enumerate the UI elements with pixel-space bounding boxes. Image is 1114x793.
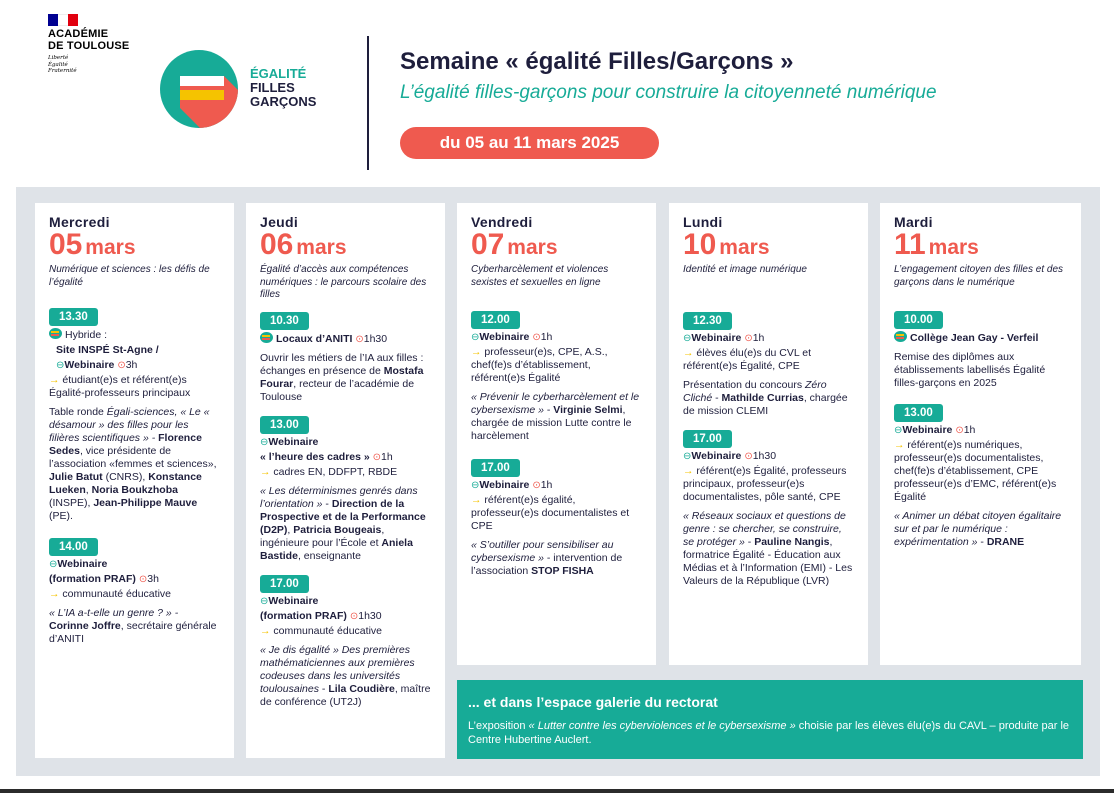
time-badge: 17.00 (683, 430, 732, 448)
event-duration: 1h (540, 331, 553, 343)
arrow-icon: → (260, 465, 271, 478)
day-number: 11 (894, 228, 926, 261)
webinar-icon: ⊖ (471, 480, 480, 491)
day-name: Jeudi (260, 214, 299, 230)
arrow-icon: → (894, 439, 905, 451)
event-description: Remise des diplômes aux établissements labellisés Égalité filles-garçons en 2025 (894, 351, 1046, 389)
event-duration: 1h (540, 479, 553, 491)
event-audience: communauté éducative (273, 624, 382, 637)
event-location: Collège Jean Gay - Verfeil (910, 332, 1039, 344)
arrow-icon: → (260, 624, 271, 637)
day-number: 05 (49, 228, 83, 261)
webinar-icon: ⊖ (49, 559, 58, 570)
time-badge: 12.30 (683, 312, 732, 330)
event-audience: communauté éducative (62, 588, 171, 600)
day-number: 07 (471, 228, 505, 261)
event-title: « l’heure des cadres » (260, 450, 370, 463)
day-month: mars (719, 236, 770, 259)
event-webinar-label: Webinaire (64, 359, 115, 371)
event-description: « Prévenir le cyberharcèlement et le cybersexisme » - Virginie Selmi, chargée de mission Lutte contre le harcèlement (471, 391, 640, 442)
event-webinar-label: Webinaire (479, 479, 530, 491)
webinar-icon: ⊖ (471, 332, 480, 343)
clock-icon: ⊙ (117, 360, 126, 371)
logo-line-3: GARÇONS (250, 94, 317, 109)
event-jeudi-1300 (260, 416, 431, 563)
event-jeudi-1700 (260, 575, 431, 709)
event-description: « Je dis égalité » Des premières mathématiciennes aux premières codeuses dans les universités toulousaines - Lila Coudière, maître de conférence (UT2J) (260, 643, 431, 708)
event-audience: cadres EN, DDFPT, RBDE (273, 465, 398, 478)
event-location: Locaux d’ANITI (276, 332, 353, 345)
day-card-vendredi (457, 203, 656, 665)
clock-icon: ⊙ (355, 333, 364, 345)
event-duration: 1h (381, 450, 393, 463)
webinar-icon: ⊖ (894, 425, 903, 436)
logo-line-2: FILLES (250, 80, 295, 95)
page-title: Semaine « égalité Filles/Garçons » (400, 48, 794, 75)
day-name: Lundi (683, 214, 723, 230)
onsite-icon (894, 331, 907, 342)
logo-line-1: ÉGALITÉ (250, 66, 307, 81)
day-theme: Numérique et sciences : les défis de l’égalité (49, 264, 210, 288)
clock-icon: ⊙ (349, 610, 359, 622)
event-audience: référent(e)s Égalité, professeurs principaux, professeur(e)s documentalistes, pôle santé, CPE (683, 464, 847, 503)
event-audience: référent(e)s égalité, professeur(e)s documentalistes et CPE (471, 494, 630, 532)
motto-fraternite: Fraternité (48, 68, 77, 74)
day-card-lundi (669, 203, 868, 665)
day-theme: L’engagement citoyen des filles et des garçons dans le numérique (894, 264, 1063, 288)
egalite-logo-text (250, 67, 316, 109)
webinar-icon: ⊖ (56, 360, 65, 371)
time-badge: 13.30 (49, 308, 98, 326)
event-duration: 3h (147, 573, 159, 585)
event-mode: Hybride : (65, 329, 108, 341)
time-badge: 12.00 (471, 311, 520, 329)
event-description: « Animer un débat citoyen égalitaire sur et par le numérique : expérimentation » - DRANE (894, 510, 1062, 548)
day-theme: Égalité d’accès aux compétences numériques : le parcours scolaire des filles (260, 264, 427, 300)
event-format: (formation PRAF) (49, 573, 136, 585)
event-webinar-label: Webinaire (902, 424, 953, 436)
clock-icon: ⊙ (138, 574, 148, 585)
time-badge: 17.00 (260, 575, 309, 593)
day-date (471, 230, 642, 260)
day-name: Mardi (894, 214, 933, 230)
event-description: « L’IA a-t-elle un genre ? » - Corinne Joffre, secrétaire générale d’ANITI (49, 607, 217, 645)
event-webinar-label: Webinaire (479, 331, 530, 343)
event-description: Présentation du concours Zéro Cliché - Mathilde Currias, chargée de mission CLEMI (683, 378, 848, 417)
day-date (49, 230, 220, 260)
event-mardi-1300 (894, 404, 1067, 549)
institution-line-2: DE TOULOUSE (48, 40, 130, 52)
clock-icon: ⊙ (532, 332, 541, 343)
arrow-icon: → (49, 588, 60, 600)
webinar-icon: ⊖ (260, 436, 269, 448)
bottom-border (0, 789, 1114, 793)
event-audience: élèves élu(e)s du CVL et référent(e)s Égalité, CPE (683, 346, 812, 372)
hybrid-icon (49, 328, 62, 339)
day-theme: Cyberharcèlement et violences sexistes et sexuelles en ligne (471, 264, 609, 288)
event-description: « Réseaux sociaux et questions de genre : se chercher, se construire, se protéger » - Pauline Nangis, formatrice Égalité - Éducation aux Médias et à l’Information (EMI) - Les Valeurs de la République (LVR) (683, 509, 853, 587)
day-name: Vendredi (471, 214, 533, 230)
webinar-icon: ⊖ (260, 595, 269, 607)
event-webinar-label: Webinaire (268, 594, 319, 607)
event-mardi-1000 (894, 311, 1067, 390)
egalite-logo-icon (160, 50, 238, 128)
event-webinar-label: Webinaire (691, 331, 742, 344)
clock-icon: ⊙ (744, 450, 753, 462)
republic-flag-icon (48, 14, 78, 26)
page-subtitle: L’égalité filles-garçons pour construire la citoyenneté numérique (400, 82, 937, 103)
arrow-icon: → (471, 346, 482, 358)
event-jeudi-1030 (260, 312, 431, 404)
arrow-icon: → (49, 374, 60, 386)
gallery-title: ... et dans l’espace galerie du rectorat (468, 694, 718, 710)
event-duration: 1h (752, 331, 765, 344)
event-audience: référent(e)s numériques, professeur(e)s documentalistes, chef(fe)s d’établissement, CPE professeur(e)s d’EMC, référent(e)s Égalité (894, 439, 1057, 503)
day-month: mars (85, 236, 136, 259)
event-duration: 1h30 (752, 449, 777, 462)
event-mercredi-1330 (49, 308, 220, 523)
gallery-description: L’exposition « Lutter contre les cyberviolences et le cybersexisme » choisie par les élèves élu(e)s du CAVL – produite par le Centre Hubertine Auclert. (468, 720, 1070, 746)
event-description: Ouvrir les métiers de l’IA aux filles : échanges en présence de Mostafa Fourar, recteur de l’académie de Toulouse (260, 351, 424, 403)
day-card-mercredi (35, 203, 234, 758)
event-audience: professeur(e)s, CPE, A.S., chef(fe)s d’établissement, référent(e)s Égalité (471, 346, 608, 384)
day-number: 06 (260, 228, 294, 261)
motto-liberte: Liberté (48, 55, 69, 61)
day-month: mars (928, 236, 979, 259)
motto-egalite: Égalité (48, 61, 68, 68)
clock-icon: ⊙ (744, 332, 753, 344)
arrow-icon: → (471, 494, 482, 506)
event-description: Table ronde Égali-sciences, « Le « désamour » des filles pour les filières scientifiques » - Florence Sedes, vice présidente de l’association «femmes et sciences», Julie Batut (CNRS), Konstance Lueken, Noria Boukzhoba (INSPE), Jean-Philippe Mauve (PE). (49, 406, 217, 522)
republic-motto (48, 55, 77, 75)
time-badge: 13.00 (894, 404, 943, 422)
event-duration: 1h30 (363, 332, 388, 345)
day-card-mardi (880, 203, 1081, 665)
event-location: Site INSPÉ St-Agne / (56, 344, 159, 356)
event-description: « S’outiller pour sensibiliser au cybersexisme » - intervention de l’association STOP FISHA (471, 539, 623, 577)
time-badge: 17.00 (471, 459, 520, 477)
event-mercredi-1400 (49, 538, 220, 646)
event-lundi-1230 (683, 312, 854, 418)
webinar-icon: ⊖ (683, 450, 692, 462)
date-range-badge: du 05 au 11 mars 2025 (400, 127, 659, 159)
clock-icon: ⊙ (532, 480, 541, 491)
time-badge: 10.00 (894, 311, 943, 329)
day-card-jeudi (246, 203, 445, 758)
event-description: « Les déterminismes genrés dans l’orientation » - Direction de la Prospective et de la Performance (D2P), Patricia Bougeais, ingénieure pour l’École et Aniela Bastide, enseignante (260, 484, 426, 562)
webinar-icon: ⊖ (683, 332, 692, 344)
institution-line-1: ACADÉMIE (48, 28, 109, 40)
header-divider (367, 36, 369, 170)
day-theme: Identité et image numérique (683, 264, 807, 275)
clock-icon: ⊙ (955, 425, 964, 436)
time-badge: 10.30 (260, 312, 309, 330)
gallery-banner (457, 680, 1083, 759)
institution-name (48, 28, 129, 52)
event-webinar-label: Webinaire (268, 435, 319, 448)
arrow-icon: → (683, 346, 694, 359)
event-vendredi-1200 (471, 311, 642, 443)
clock-icon: ⊙ (372, 451, 382, 463)
time-badge: 14.00 (49, 538, 98, 556)
onsite-icon (260, 332, 273, 343)
event-vendredi-1700 (471, 459, 642, 578)
event-duration: 1h (963, 424, 976, 436)
event-webinar-label: Webinaire (57, 558, 108, 570)
day-month: mars (296, 236, 347, 259)
event-format: (formation PRAF) (260, 609, 347, 622)
event-audience: étudiant(e)s et référent(e)s Égalité-professeurs principaux (49, 374, 191, 399)
event-duration: 1h30 (358, 609, 382, 622)
time-badge: 13.00 (260, 416, 309, 434)
day-month: mars (507, 236, 558, 259)
event-duration: 3h (125, 359, 138, 371)
day-number: 10 (683, 228, 717, 261)
day-date (260, 230, 431, 260)
arrow-icon: → (683, 464, 694, 477)
day-date (683, 230, 854, 260)
event-lundi-1700 (683, 430, 854, 588)
day-date (894, 230, 1067, 260)
day-name: Mercredi (49, 214, 110, 230)
event-webinar-label: Webinaire (691, 449, 742, 462)
